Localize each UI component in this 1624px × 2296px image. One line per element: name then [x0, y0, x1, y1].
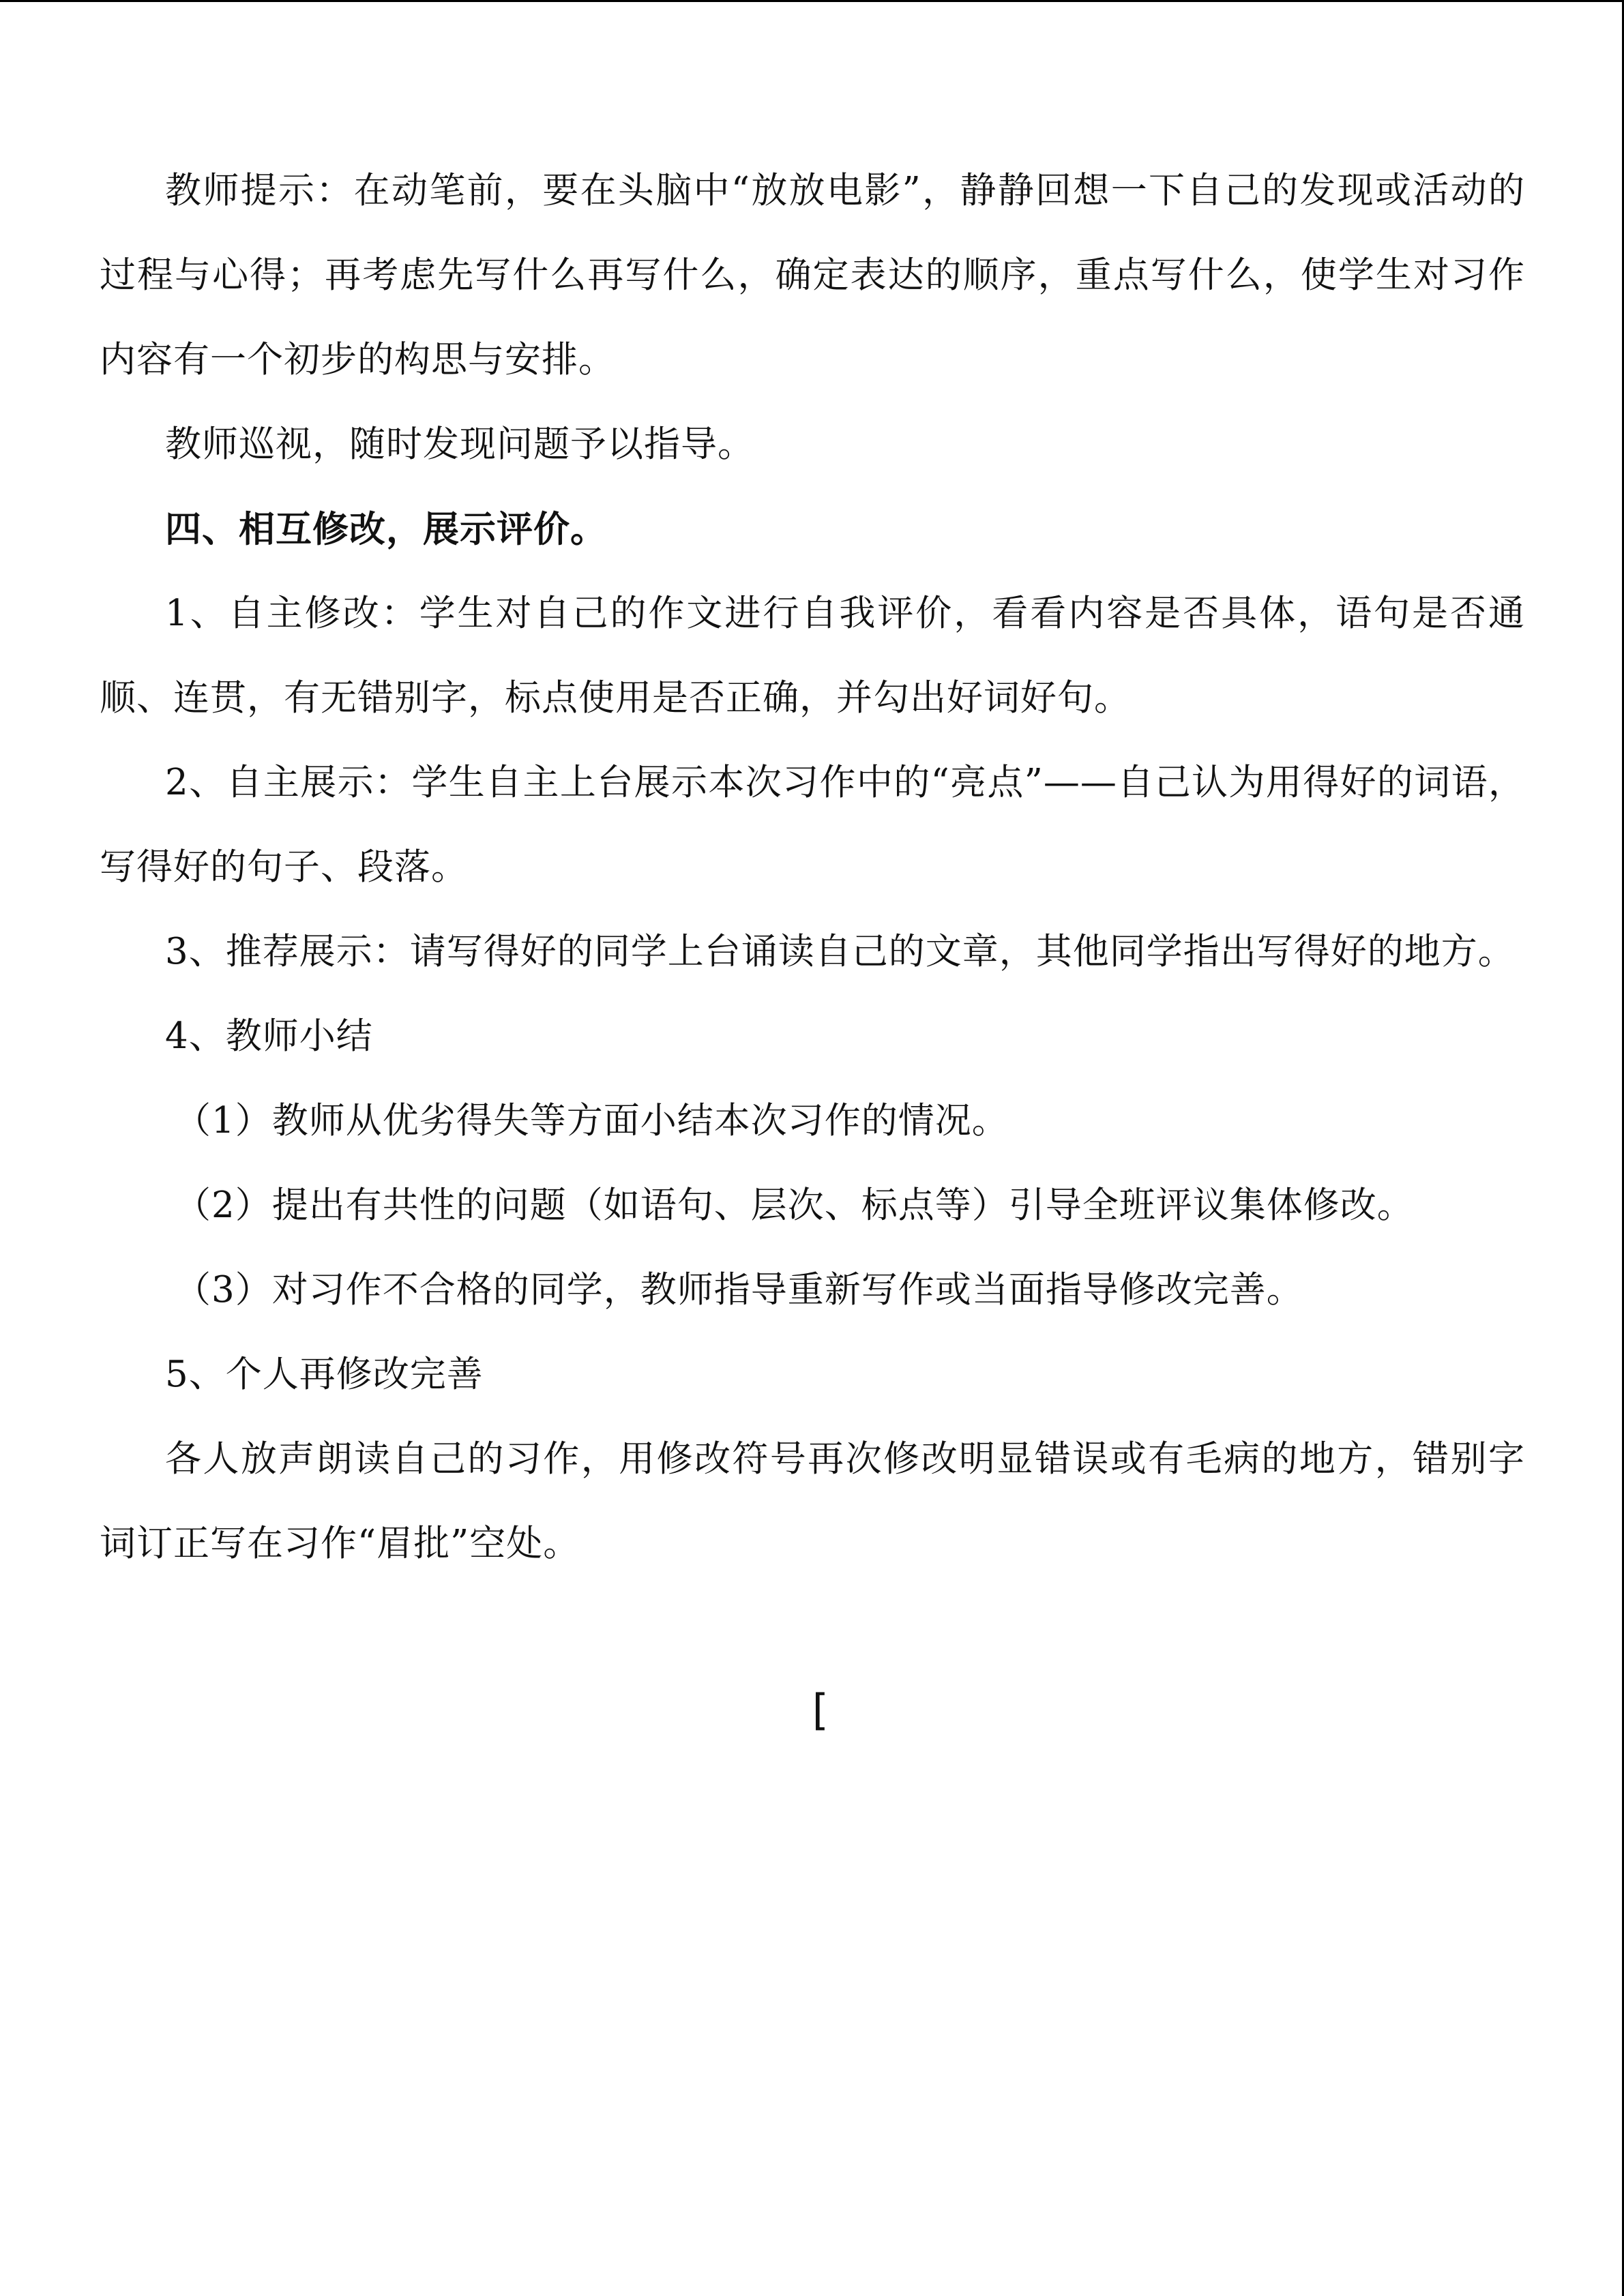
document-body — [100, 149, 1525, 1586]
paragraph-summary-item-1: （1）教师从优劣得失等方面小结本次习作的情况。 — [175, 1100, 1009, 1142]
section-heading-4: 四、相互修改，展示评价。 — [165, 508, 607, 550]
paragraph-summary-item-3: （3）对习作不合格的同学，教师指导重新写作或当面指导修改完善。 — [175, 1269, 1303, 1311]
paragraph-summary-item-2: （2）提出有共性的问题（如语句、层次、标点等）引导全班评议集体修改。 — [175, 1184, 1414, 1226]
paragraph-self-showcase: 2、自主展示：学生自主上台展示本次习作中的“亮点”——自己认为用得好的词语，写得好的句子、段落。 — [100, 762, 1525, 888]
paragraph-self-revision: 1、自主修改：学生对自己的作文进行自我评价，看看内容是否具体，语句是否通顺、连贯，有无错别字，标点使用是否正确，并勾出好词好句。 — [100, 593, 1525, 719]
paragraph-teacher-tip: 教师提示：在动笔前，要在头脑中“放放电影”，静静回想一下自己的发现或活动的过程与心得；再考虑先写什么再写什么，确定表达的顺序，重点写什么，使学生对习作内容有一个初步的构思与安排。 — [100, 170, 1525, 381]
bracket-mark: [ — [806, 1685, 832, 1735]
paragraph-teacher-patrol: 教师巡视，随时发现问题予以指导。 — [165, 423, 754, 465]
page-top-border — [0, 0, 1624, 2]
paragraph-recommended-showcase: 3、推荐展示：请写得好的同学上台诵读自己的文章，其他同学指出写得好的地方。 — [165, 931, 1515, 972]
paragraph-teacher-summary: 4、教师小结 — [165, 1015, 373, 1057]
paragraph-personal-revision: 5、个人再修改完善 — [165, 1354, 484, 1395]
paragraph-read-aloud: 各人放声朗读自己的习作，用修改符号再次修改明显错误或有毛病的地方，错别字词订正写在习作“眉批”空处。 — [100, 1438, 1525, 1564]
